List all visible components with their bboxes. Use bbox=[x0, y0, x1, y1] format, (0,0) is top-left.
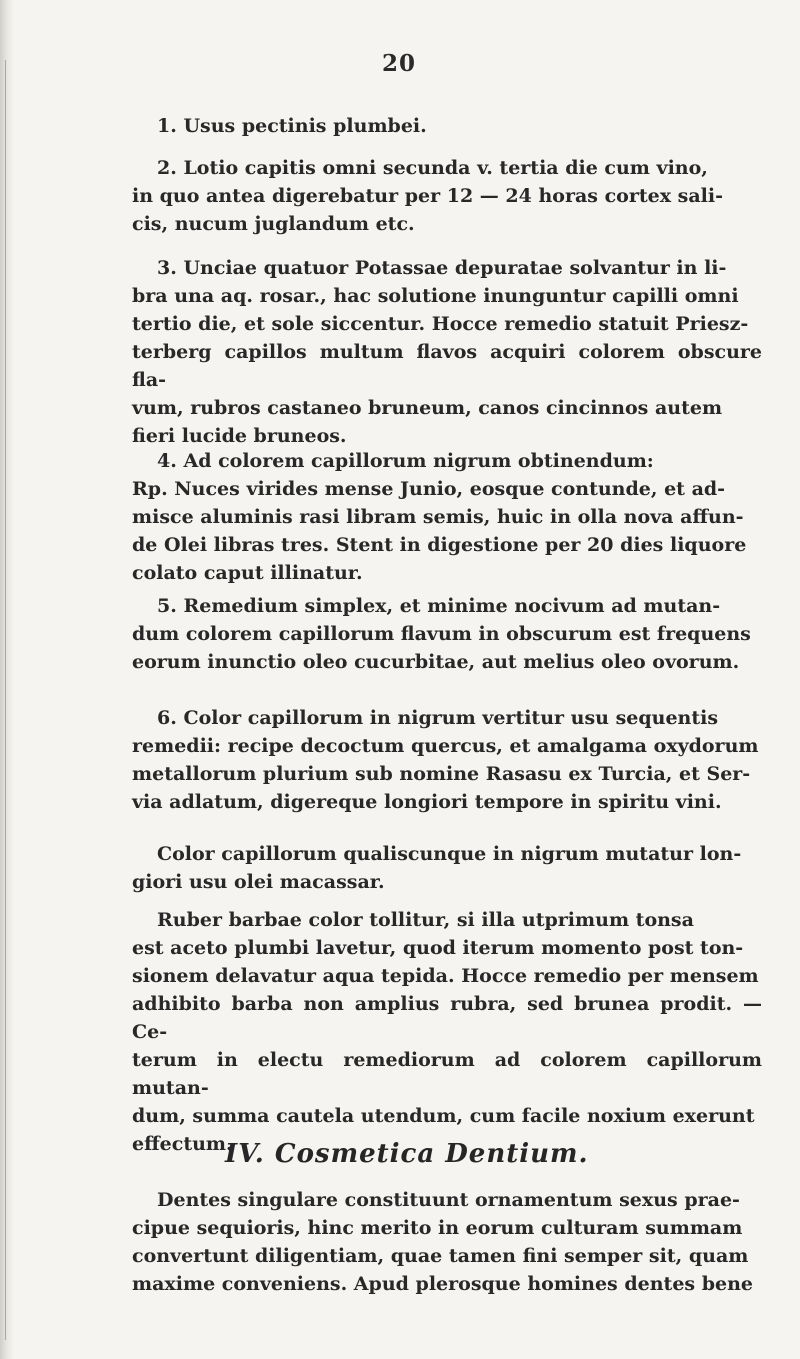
paragraph-1: 1. Usus pectinis plumbei. bbox=[157, 115, 427, 137]
page-edge-line bbox=[5, 60, 6, 1340]
paragraph-6: 6. Color capillorum in nigrum vertitur usu sequentis remedii: recipe decoctum quercus, et amalgama oxydorum metallorum plurium sub nomine Rasasu ex Turcia, et Ser- via adlatum, digereque longiori tempore in spiritu vini. bbox=[132, 707, 759, 813]
section-heading: IV. Cosmetica Dentium. bbox=[225, 1139, 589, 1169]
paragraph-2: 2. Lotio capitis omni secunda v. tertia die cum vino, in quo antea digerebatur per 12 — 24 horas cortex sali- cis, nucum juglandum etc. bbox=[132, 157, 723, 235]
paragraph-8: Ruber barbae color tollitur, si illa utprimum tonsa est aceto plumbi lavetur, quod iterum momento post ton- sionem delavatur aqua tepida. Hocce remedio per mensem adhibito barba non amplius rubra, sed brunea prodit. — Ce- terum in electu remediorum ad colorem capillorum mutan- dum, summa cautela utendum, cum facile noxium exerunt effectum. bbox=[132, 909, 762, 1155]
paragraph-7: Color capillorum qualiscunque in nigrum mutatur lon- giori usu olei macassar. bbox=[132, 843, 742, 893]
paragraph-4: 4. Ad colorem capillorum nigrum obtinendum: Rp. Nuces virides mense Junio, eosque contunde, et ad- misce aluminis rasi libram semis, huic in olla nova affun- de Olei libras tres. Stent in digestione per 20 dies liquore colato caput illinatur. bbox=[132, 450, 747, 584]
page-spine-shadow bbox=[0, 0, 14, 1359]
page-number: 20 bbox=[382, 50, 417, 77]
paragraph-5: 5. Remedium simplex, et minime nocivum ad mutan- dum colorem capillorum flavum in obscurum est frequens eorum inunctio oleo cucurbitae, aut melius oleo ovorum. bbox=[132, 595, 751, 673]
paragraph-3: 3. Unciae quatuor Potassae depuratae solvantur in li- bra una aq. rosar., hac solutione inunguntur capilli omni tertio die, et sole siccentur. Hocce remedio statuit Priesz- terberg capillos multum flavos acquiri colorem obscure fla- vum, rubros castaneo bruneum, canos cincinnos autem fieri lucide bruneos. bbox=[132, 257, 762, 447]
section-paragraph: Dentes singulare constituunt ornamentum sexus prae- cipue sequioris, hinc merito in eorum culturam summam convertunt diligentiam, quae tamen fini semper sit, quam maxime conveniens. Apud plerosque homines dentes bene bbox=[132, 1189, 753, 1295]
